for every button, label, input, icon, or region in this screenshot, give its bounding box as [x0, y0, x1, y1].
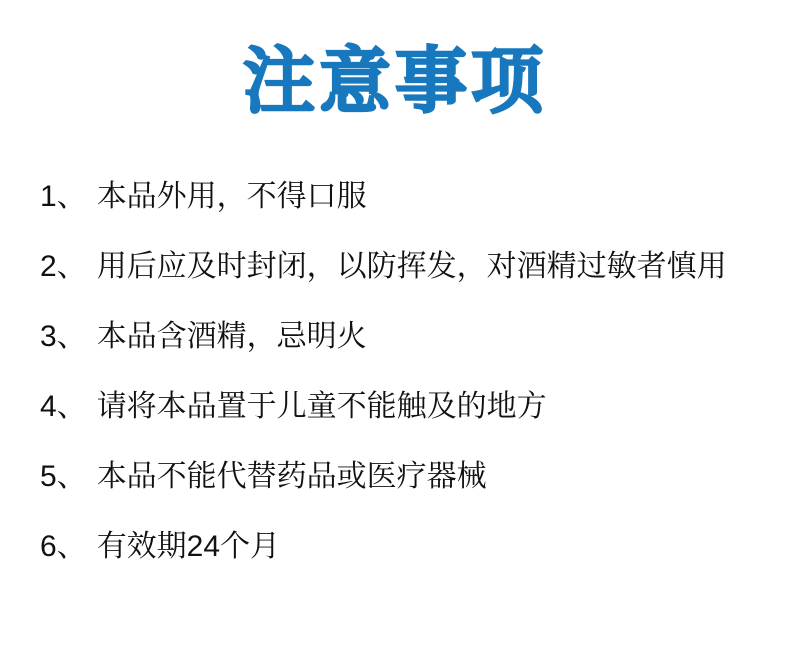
item-number: 5、 — [40, 460, 87, 493]
item-text: 请将本品置于儿童不能触及的地方 — [96, 390, 547, 423]
list-item — [40, 438, 770, 508]
list-item — [40, 368, 770, 438]
item-text: 用后应及时封闭，以防挥发，对酒精过敏者慎用 — [96, 250, 727, 283]
list-item — [40, 158, 770, 228]
item-number: 4、 — [40, 390, 87, 423]
item-text: 本品外用，不得口服 — [96, 180, 367, 213]
item-number: 2、 — [40, 250, 87, 283]
page-title: 注意事项 — [242, 42, 547, 122]
item-number: 1、 — [40, 180, 87, 213]
list-item — [40, 508, 770, 578]
list-item — [40, 298, 770, 368]
precautions-list — [0, 158, 790, 578]
item-text: 本品含酒精，忌明火 — [96, 320, 367, 353]
item-text: 有效期24个月 — [96, 530, 281, 563]
item-number: 6、 — [40, 530, 87, 563]
item-text: 本品不能代替药品或医疗器械 — [96, 460, 487, 493]
list-item — [40, 228, 770, 298]
item-number: 3、 — [40, 320, 87, 353]
